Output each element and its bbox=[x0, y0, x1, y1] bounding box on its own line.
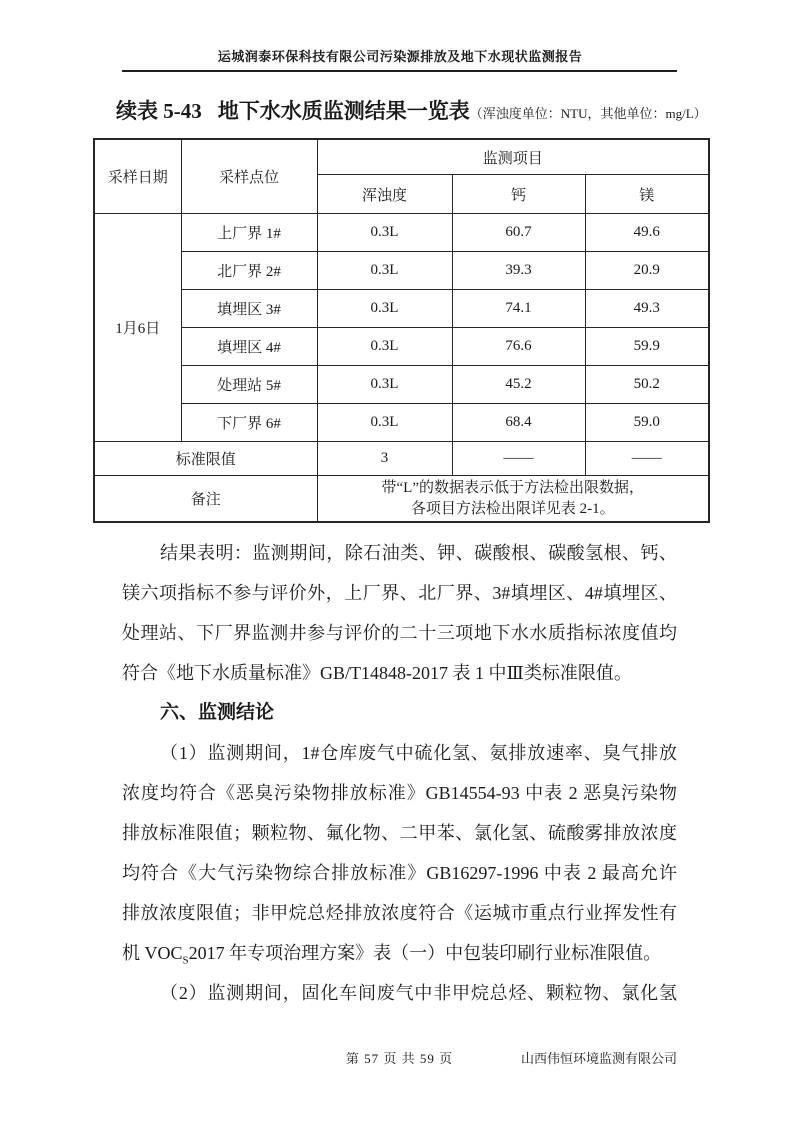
table-row bbox=[94, 290, 709, 328]
table-row bbox=[94, 214, 709, 252]
cell-remark-content bbox=[317, 476, 709, 523]
caption-units-note: （浑浊度单位：NTU，其他单位：mg/L） bbox=[469, 106, 707, 121]
cell-turbidity: 0.3L bbox=[317, 328, 452, 366]
header-title: 运城润泰环保科技有限公司污染源排放及地下水现状监测报告 bbox=[217, 49, 583, 64]
cell-limit-turbidity: 3 bbox=[317, 442, 452, 476]
cell-turbidity: 0.3L bbox=[317, 366, 452, 404]
paragraph-conclusion1-line: 均符合《大气污染物综合排放标准》GB16297-1996 中表 2 最高允许 bbox=[122, 863, 677, 883]
table-row-standard-limit bbox=[94, 442, 709, 476]
header-rule bbox=[122, 70, 677, 72]
vocs-text-pre: 机 VOC bbox=[122, 943, 183, 963]
header-cell-turbidity: 浑浊度 bbox=[317, 175, 452, 214]
page-footer bbox=[122, 1048, 677, 1067]
caption-prefix: 续表 5-43 bbox=[116, 99, 202, 123]
body-text bbox=[122, 533, 677, 1013]
cell-limit-label: 标准限值 bbox=[94, 442, 317, 476]
header-cell-date: 采样日期 bbox=[94, 139, 181, 214]
remark-line-2: 各项目方法检出限详见表 2-1。 bbox=[410, 500, 615, 517]
paragraph-conclusion1-line: 排放浓度限值；非甲烷总烃排放浓度符合《运城市重点行业挥发性有 bbox=[122, 903, 677, 923]
vocs-text-post: 2017 年专项治理方案》表（一）中包装印刷行业标准限值。 bbox=[188, 943, 662, 963]
cell-point: 北厂界 2# bbox=[181, 252, 317, 290]
cell-calcium: 45.2 bbox=[452, 366, 585, 404]
paragraph-results-line: 镁六项指标不参与评价外，上厂界、北厂界、3#填埋区、4#填埋区、 bbox=[122, 583, 677, 603]
cell-turbidity: 0.3L bbox=[317, 404, 452, 442]
paragraph-results-line: 处理站、下厂界监测井参与评价的二十三项地下水水质指标浓度值均 bbox=[122, 623, 677, 643]
cell-magnesium: 20.9 bbox=[585, 252, 709, 290]
paragraph-conclusion1-line: 浓度均符合《恶臭污染物排放标准》GB14554-93 中表 2 恶臭污染物 bbox=[122, 783, 677, 803]
table-row bbox=[94, 404, 709, 442]
cell-date: 1月6日 bbox=[94, 214, 181, 442]
cell-point: 处理站 5# bbox=[181, 366, 317, 404]
cell-turbidity: 0.3L bbox=[317, 290, 452, 328]
header-cell-calcium: 钙 bbox=[452, 175, 585, 214]
cell-magnesium: 49.6 bbox=[585, 214, 709, 252]
paragraph-results-line: 结果表明：监测期间，除石油类、钾、碳酸根、碳酸氢根、钙、 bbox=[160, 543, 677, 563]
cell-magnesium: 59.9 bbox=[585, 328, 709, 366]
cell-point: 填埋区 4# bbox=[181, 328, 317, 366]
cell-limit-magnesium: —— bbox=[585, 442, 709, 476]
table-caption bbox=[116, 95, 800, 125]
cell-remark-label: 备注 bbox=[94, 476, 317, 523]
cell-magnesium: 50.2 bbox=[585, 366, 709, 404]
footer-page-number: 第 57 页 共 59 页 bbox=[345, 1051, 454, 1066]
cell-point: 下厂界 6# bbox=[181, 404, 317, 442]
footer-company-name: 山西伟恒环境监测有限公司 bbox=[520, 1051, 677, 1066]
header-cell-point: 采样点位 bbox=[181, 139, 317, 214]
table-row bbox=[94, 328, 709, 366]
monitoring-results-table bbox=[93, 138, 710, 523]
paragraph-results-line: 符合《地下水质量标准》GB/T14848-2017 表 1 中Ⅲ类标准限值。 bbox=[122, 663, 632, 683]
table-row bbox=[94, 252, 709, 290]
cell-calcium: 68.4 bbox=[452, 404, 585, 442]
cell-point: 上厂界 1# bbox=[181, 214, 317, 252]
vocs-subscript: S bbox=[182, 954, 189, 967]
remark-line-1: 带“L”的数据表示低于方法检出限数据， bbox=[381, 479, 644, 496]
cell-limit-calcium: —— bbox=[452, 442, 585, 476]
cell-calcium: 74.1 bbox=[452, 290, 585, 328]
cell-calcium: 60.7 bbox=[452, 214, 585, 252]
cell-turbidity: 0.3L bbox=[317, 252, 452, 290]
section-heading-conclusions: 六、监测结论 bbox=[160, 702, 275, 723]
cell-magnesium: 59.0 bbox=[585, 404, 709, 442]
caption-title: 地下水水质监测结果一览表 bbox=[217, 99, 470, 123]
cell-turbidity: 0.3L bbox=[317, 214, 452, 252]
header-cell-magnesium: 镁 bbox=[585, 175, 709, 214]
cell-point: 填埋区 3# bbox=[181, 290, 317, 328]
paragraph-conclusion1-line bbox=[122, 933, 677, 973]
paragraph-conclusion1-line: 排放标准限值；颗粒物、氟化物、二甲苯、氯化氢、硫酸雾排放浓度 bbox=[122, 823, 677, 843]
table-row bbox=[94, 366, 709, 404]
cell-calcium: 76.6 bbox=[452, 328, 585, 366]
table-header-row-1 bbox=[94, 139, 709, 175]
paragraph-conclusion1-line: （1）监测期间，1#仓库废气中硫化氢、氨排放速率、臭气排放 bbox=[160, 743, 677, 763]
cell-magnesium: 49.3 bbox=[585, 290, 709, 328]
cell-calcium: 39.3 bbox=[452, 252, 585, 290]
table-row-remark bbox=[94, 476, 709, 523]
paragraph-conclusion2-line: （2）监测期间，固化车间废气中非甲烷总烃、颗粒物、氯化氢 bbox=[160, 983, 677, 1003]
header-cell-group: 监测项目 bbox=[317, 139, 709, 175]
